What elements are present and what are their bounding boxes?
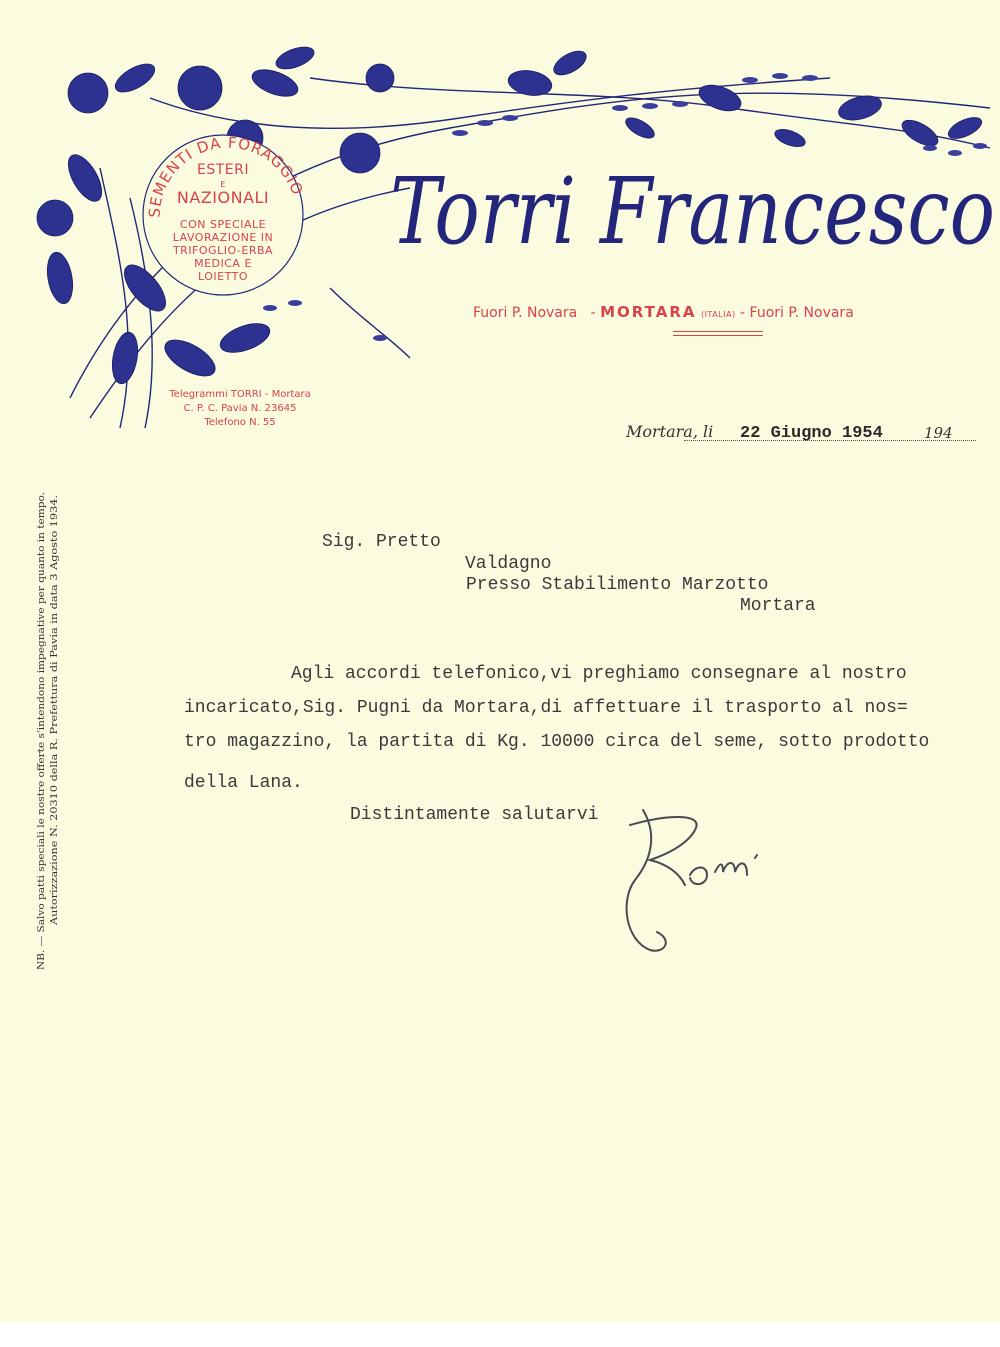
address-country: (ITALIA) — [700, 310, 736, 319]
contact-block — [145, 388, 335, 430]
address-underline — [673, 331, 763, 332]
badge-line: TRIFOGLIO-ERBA — [172, 244, 274, 257]
address-underline — [673, 335, 763, 336]
address-right: - Fuori P. Novara — [740, 305, 854, 321]
body-line: incaricato,Sig. Pugni da Mortara,di affettuare il trasporto al nos= — [184, 698, 908, 718]
address-dash: - — [590, 305, 596, 321]
company-name: Torri Francesco — [390, 158, 995, 265]
contact-phone: Telefono N. 55 — [204, 417, 276, 428]
badge-esteri: ESTERI — [197, 162, 249, 178]
seed-badge — [138, 132, 308, 292]
contact-ccp: C. P. C. Pavia N. 23645 — [183, 403, 297, 414]
side-note-line: Autorizzazione N. 20310 della R. Prefettura di Pavia in data 3 Agosto 1934. — [49, 561, 60, 925]
body-line: della Lana. — [184, 773, 303, 793]
body-line: tro magazzino, la partita di Kg. 10000 circa del seme, sotto prodotto — [184, 732, 930, 752]
address-city: MORTARA — [600, 303, 697, 321]
badge-arc-label: SEMENTI DA FORAGGIO — [145, 133, 307, 218]
closing-line: Distintamente salutarvi — [350, 805, 599, 825]
side-note-line: NB. — Salvo patti speciali le nostre offerte s'intendono impegnative per quanto in tempo. — [36, 538, 47, 970]
dateline-printed-year: 194 — [924, 424, 953, 442]
dateline-date: 22 Giugno 1954 — [740, 424, 883, 443]
contact-telegrams: Telegrammi TORRI - Mortara — [169, 389, 311, 400]
recipient-line: Valdagno — [465, 554, 552, 574]
badge-line: MEDICA E — [194, 257, 252, 270]
badge-nazionali: NAZIONALI — [176, 188, 270, 207]
company-logo — [390, 148, 1000, 278]
handwritten-signature — [595, 800, 795, 960]
recipient-line: Mortara — [740, 596, 816, 616]
badge-line: CON SPECIALE — [179, 218, 267, 231]
recipient-line: Presso Stabilimento Marzotto — [466, 575, 769, 595]
badge-line: LAVORAZIONE IN — [172, 231, 274, 244]
side-note — [30, 480, 62, 970]
badge-line: LOIETTO — [198, 270, 248, 283]
body-line: Agli accordi telefonico,vi preghiamo consegnare al nostro — [291, 664, 907, 684]
address-left: Fuori P. Novara — [473, 305, 578, 321]
company-address — [473, 303, 854, 321]
badge-e: E — [220, 180, 226, 189]
dateline-place: Mortara, li — [626, 422, 714, 441]
recipient-name: Sig. Pretto — [322, 532, 441, 552]
